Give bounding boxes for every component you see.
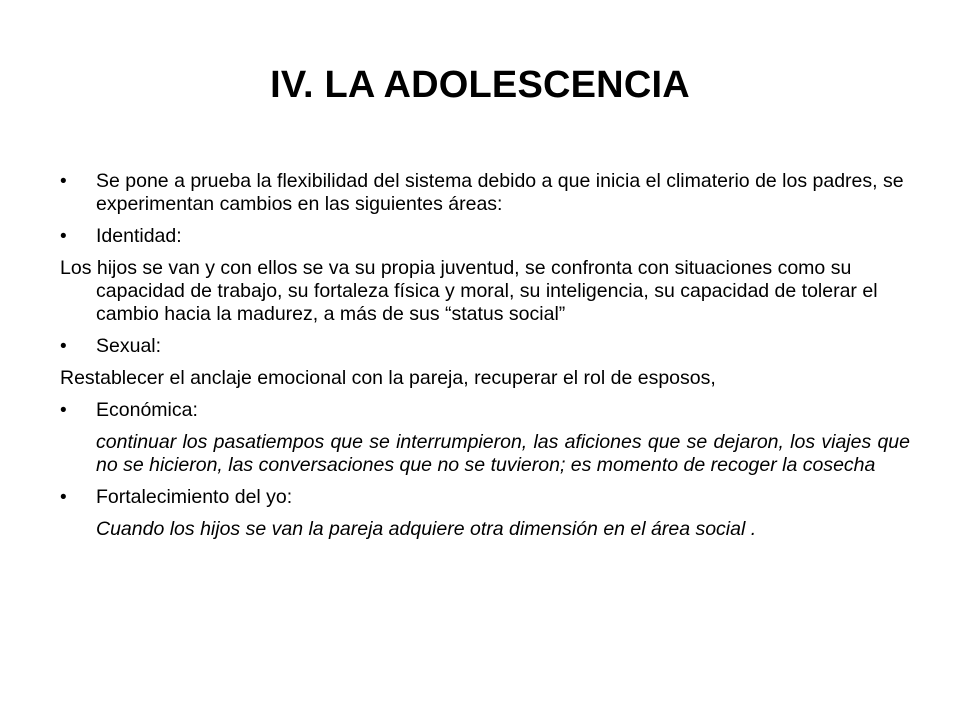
- bullet-sexual: • Sexual:: [60, 335, 910, 358]
- bullet-identidad: • Identidad:: [60, 225, 910, 248]
- bullet-fortalecimiento: • Fortalecimiento del yo:: [60, 486, 910, 509]
- paragraph-economica: continuar los pasatiempos que se interrumpieron, las aficiones que se dejaron, los viajes que no se hicieron, las conversaciones que no se tuvieron; es momento de recoger la cosecha: [96, 431, 910, 476]
- slide-content: [60, 170, 910, 550]
- slide-title: IV. LA ADOLESCENCIA: [270, 64, 690, 106]
- bullet-economica: • Económica:: [60, 399, 910, 422]
- paragraph-identidad: Los hijos se van y con ellos se va su propia juventud, se confronta con situaciones como su capacidad de trabajo, su fortaleza física y moral, su inteligencia, su capacidad de tolerar el cambio hacia la madurez, a más de sus “status social”: [60, 257, 878, 325]
- bullet-climaterio: • Se pone a prueba la flexibilidad del sistema debido a que inicia el climaterio de los padres, se experimentan cambios en las siguientes áreas:: [60, 170, 910, 216]
- paragraph-fortalecimiento: Cuando los hijos se van la pareja adquiere otra dimensión en el área social .: [96, 518, 757, 540]
- paragraph-sexual: Restablecer el anclaje emocional con la pareja, recuperar el rol de esposos,: [60, 367, 716, 389]
